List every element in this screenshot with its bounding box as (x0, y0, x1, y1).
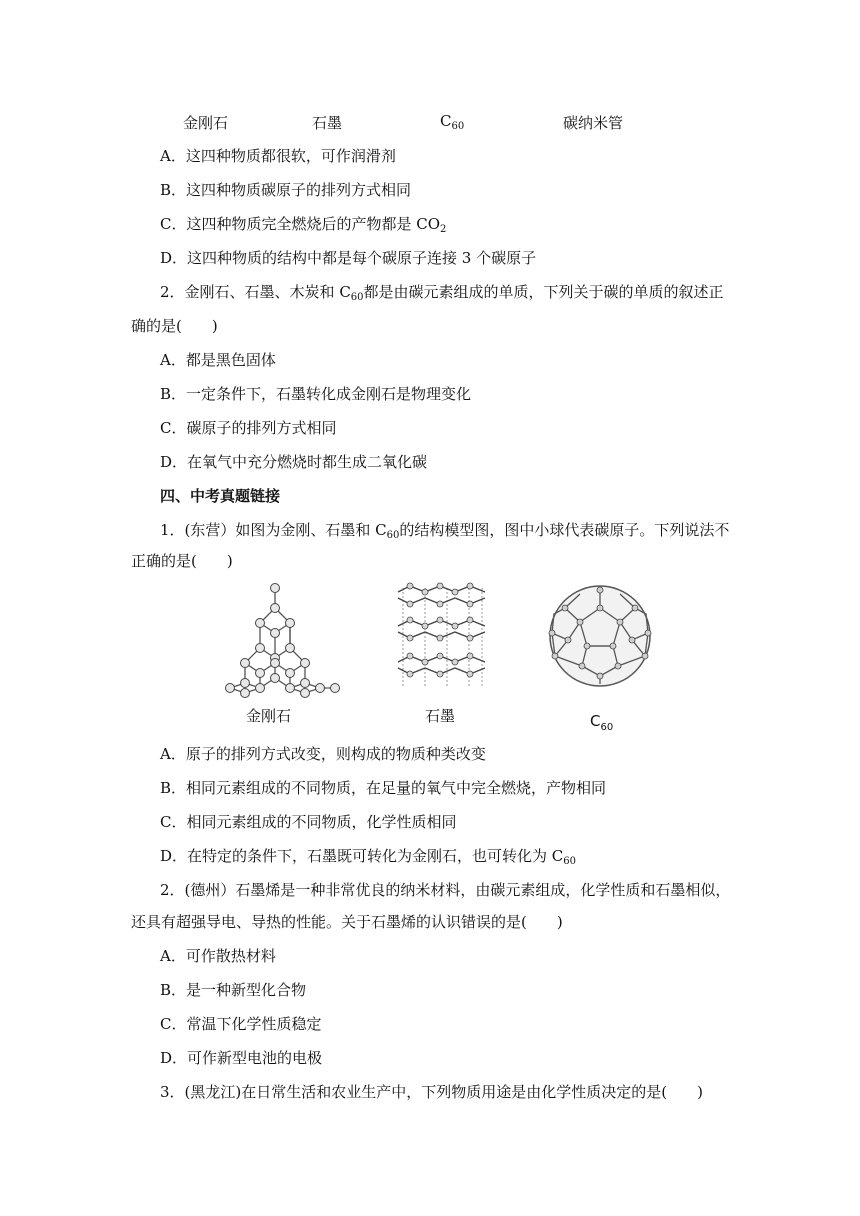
exam-q2-line1: 2．(德州）石墨烯是一种非常优良的纳米材料，由碳元素组成，化学性质和石墨相似， (160, 881, 731, 899)
figure-label-graphite: 石墨 (425, 707, 456, 725)
q2-option-b: B．一定条件下，石墨转化成金刚石是物理变化 (160, 385, 472, 403)
figure-label-c60: $C_{60}$ (590, 712, 614, 733)
question-2-line1: 2．金刚石、石墨、木炭和 $C_{60}$都是由碳元素组成的单质，下列关于碳的单质的叙述正 (160, 283, 724, 303)
label-diamond: 金刚石 (183, 114, 229, 132)
q2-option-c: C．碳原子的排列方式相同 (160, 419, 337, 437)
option-a: A．这四种物质都很软，可作润滑剂 (160, 147, 396, 165)
exam-q2-option-b: B．是一种新型化合物 (160, 981, 307, 999)
option-c: C．这四种物质完全燃烧后的产物都是 $CO_2$ (160, 215, 447, 235)
label-nanotube: 碳纳米管 (563, 114, 624, 132)
exam-q1-option-b: B．相同元素组成的不同物质，在足量的氧气中完全燃烧，产物相同 (160, 779, 607, 797)
exam-q1-option-d: D．在特定的条件下，石墨既可转化为金刚石，也可转化为 $C_{60}$ (160, 847, 577, 867)
question-2-line2: 确的是( ) (131, 317, 218, 335)
exam-q1-line2: 正确的是( ) (131, 552, 233, 570)
graphite-structure-illustration (398, 583, 485, 686)
label-graphite: 石墨 (312, 114, 343, 132)
c60-structure-illustration (549, 586, 651, 686)
section-title: 四、中考真题链接 (160, 487, 281, 505)
diamond-structure-illustration (230, 588, 335, 693)
figure-label-diamond: 金刚石 (246, 707, 292, 725)
exam-q1-option-c: C．相同元素组成的不同物质，化学性质相同 (160, 813, 457, 831)
exam-q2-option-c: C．常温下化学性质稳定 (160, 1015, 322, 1033)
exam-q3-line1: 3．(黑龙江)在日常生活和农业生产中，下列物质用途是由化学性质决定的是( ) (160, 1083, 703, 1101)
carbon-structures-figure (220, 578, 660, 738)
option-b: B．这四种物质碳原子的排列方式相同 (160, 181, 412, 199)
exam-q2-line2: 还具有超强导电、导热的性能。关于石墨烯的认识错误的是( ) (131, 913, 563, 931)
label-c60: $C_{60}$ (440, 112, 465, 132)
q2-option-a: A．都是黑色固体 (160, 351, 276, 369)
exam-q1-line1: 1．(东营）如图为金刚、石墨和 $C_{60}$的结构模型图，图中小球代表碳原子。下列说法不 (160, 521, 730, 541)
exam-q1-option-a: A．原子的排列方式改变，则构成的物质种类改变 (160, 745, 486, 763)
option-d: D．这四种物质的结构中都是每个碳原子连接 3 个碳原子 (160, 249, 537, 267)
exam-q2-option-a: A．可作散热材料 (160, 947, 276, 965)
q2-option-d: D．在氧气中充分燃烧时都生成二氧化碳 (160, 453, 428, 471)
exam-q2-option-d: D．可作新型电池的电极 (160, 1049, 323, 1067)
